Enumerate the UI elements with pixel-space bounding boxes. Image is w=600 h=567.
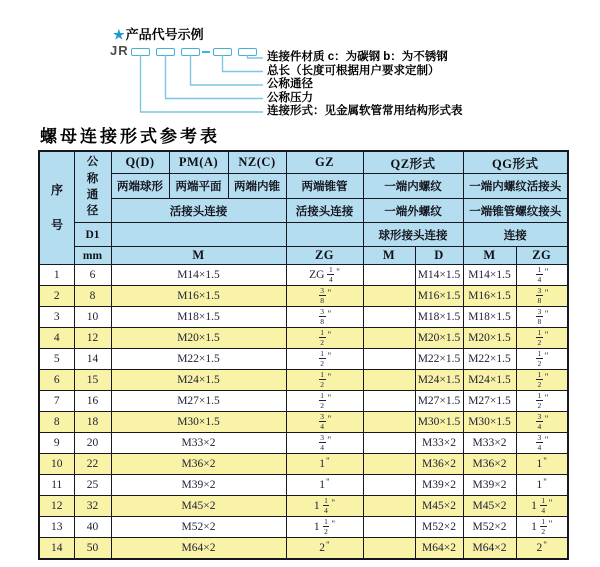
cell-qz-m xyxy=(363,538,415,560)
header-unit-mm: mm xyxy=(74,247,111,265)
header-desc-qd: 两端球形 xyxy=(111,174,169,199)
cell-qg-m: M20×1.5 xyxy=(463,328,516,349)
cell-m: M39×2 xyxy=(111,475,286,496)
cell-m: M27×1.5 xyxy=(111,391,286,412)
header-form-pma: PM(A) xyxy=(169,151,228,174)
cell-seq: 6 xyxy=(39,370,74,391)
code-box-1 xyxy=(131,48,150,56)
cell-qz-d: M24×1.5 xyxy=(415,370,463,391)
cell-seq: 5 xyxy=(39,349,74,370)
cell-dn: 6 xyxy=(74,265,111,286)
cell-gz: 1 $\frac{1}{4}$ " xyxy=(286,496,363,517)
star-icon: ★ xyxy=(113,27,125,42)
cell-gz: 1" xyxy=(286,454,363,475)
table-row xyxy=(39,412,568,433)
cell-gz: $\frac{3}{8}$ " xyxy=(286,286,363,307)
header-unit-qg-zg: ZG xyxy=(516,247,568,265)
table-row xyxy=(39,307,568,328)
header-ball-joint: 球形接头连接 xyxy=(363,223,463,247)
table-title: 螺母连接形式参考表 xyxy=(40,127,220,147)
table-body xyxy=(39,265,568,560)
cell-dn: 50 xyxy=(74,538,111,560)
cell-qg-zg: $\frac{1}{2}$ " xyxy=(516,370,568,391)
cell-qg-zg: 1 $\frac{1}{2}$ " xyxy=(516,517,568,538)
cell-qz-d: M33×2 xyxy=(415,433,463,454)
cell-gz: 1" xyxy=(286,475,363,496)
cell-qz-m xyxy=(363,454,415,475)
cell-qg-zg: $\frac{1}{4}$ " xyxy=(516,265,568,286)
cell-qg-m: M64×2 xyxy=(463,538,516,560)
header-form-gz: GZ xyxy=(286,151,363,174)
cell-qg-zg: $\frac{1}{2}$ " xyxy=(516,328,568,349)
header-unit-qg-m: M xyxy=(463,247,516,265)
cell-qg-zg: 1" xyxy=(516,475,568,496)
cell-dn: 14 xyxy=(74,349,111,370)
code-box-4 xyxy=(213,48,232,56)
cell-gz: $\frac{1}{2}$ " xyxy=(286,328,363,349)
cell-m: M20×1.5 xyxy=(111,328,286,349)
cell-qg-m: M16×1.5 xyxy=(463,286,516,307)
cell-dn: 12 xyxy=(74,328,111,349)
header-form-qd: Q(D) xyxy=(111,151,169,174)
cell-seq: 4 xyxy=(39,328,74,349)
diagram-label-length: 总长（长度可根据用户要求定制） xyxy=(267,64,440,77)
cell-qg-m: M22×1.5 xyxy=(463,349,516,370)
table-row xyxy=(39,286,568,307)
table-row xyxy=(39,328,568,349)
header-unit-qz-d: D xyxy=(415,247,463,265)
header-conn-qz: 一端外螺纹 xyxy=(363,199,463,223)
header-d1: D1 xyxy=(74,223,111,247)
cell-m: M52×2 xyxy=(111,517,286,538)
code-box-2 xyxy=(156,48,175,56)
cell-qg-m: M27×1.5 xyxy=(463,391,516,412)
header-unit-zg: ZG xyxy=(286,247,363,265)
cell-qz-d: M45×2 xyxy=(415,496,463,517)
cell-qz-d: M20×1.5 xyxy=(415,328,463,349)
header-desc-gz: 两端锥管 xyxy=(286,174,363,199)
header-form-qz: QZ形式 xyxy=(363,151,463,174)
header-desc-pma: 两端平面 xyxy=(169,174,228,199)
cell-seq: 13 xyxy=(39,517,74,538)
cell-gz: $\frac{3}{4}$ " xyxy=(286,433,363,454)
cell-qz-m xyxy=(363,517,415,538)
cell-qz-d: M16×1.5 xyxy=(415,286,463,307)
cell-qg-zg: 1" xyxy=(516,454,568,475)
cell-dn: 10 xyxy=(74,307,111,328)
cell-gz: 2" xyxy=(286,538,363,560)
cell-m: M64×2 xyxy=(111,538,286,560)
cell-qg-zg: $\frac{3}{4}$ " xyxy=(516,412,568,433)
cell-gz: $\frac{3}{8}$ " xyxy=(286,307,363,328)
product-code-prefix: JR xyxy=(110,43,129,58)
diagram-label-connection: 连接形式：见金属软管常用结构形式表 xyxy=(267,105,463,117)
diagram-labels xyxy=(267,51,463,119)
cell-dn: 32 xyxy=(74,496,111,517)
table-row xyxy=(39,454,568,475)
cell-qz-d: M22×1.5 xyxy=(415,349,463,370)
cell-qz-d: M27×1.5 xyxy=(415,391,463,412)
cell-qz-m xyxy=(363,286,415,307)
cell-gz: 1 $\frac{1}{2}$ " xyxy=(286,517,363,538)
header-form-nzc: NZ(C) xyxy=(228,151,286,174)
cell-seq: 10 xyxy=(39,454,74,475)
cell-m: M24×1.5 xyxy=(111,370,286,391)
cell-dn: 16 xyxy=(74,391,111,412)
cell-qg-m: M24×1.5 xyxy=(463,370,516,391)
cell-m: M30×1.5 xyxy=(111,412,286,433)
cell-qg-zg: $\frac{3}{8}$ " xyxy=(516,286,568,307)
header-connect: 连接 xyxy=(463,223,568,247)
cell-seq: 2 xyxy=(39,286,74,307)
cell-seq: 7 xyxy=(39,391,74,412)
cell-seq: 14 xyxy=(39,538,74,560)
table-row xyxy=(39,538,568,560)
cell-qg-m: M45×2 xyxy=(463,496,516,517)
cell-m: M14×1.5 xyxy=(111,265,286,286)
diagram-label-diameter: 公称通径 xyxy=(267,78,313,90)
table-row xyxy=(39,349,568,370)
cell-qg-m: M18×1.5 xyxy=(463,307,516,328)
cell-seq: 11 xyxy=(39,475,74,496)
code-box-5 xyxy=(238,48,257,56)
header-form-qg: QG形式 xyxy=(463,151,568,174)
cell-qz-d: M30×1.5 xyxy=(415,412,463,433)
cell-qz-m xyxy=(363,412,415,433)
table-row xyxy=(39,517,568,538)
header-desc-qz: 一端内螺纹 xyxy=(363,174,463,199)
cell-dn: 18 xyxy=(74,412,111,433)
cell-seq: 3 xyxy=(39,307,74,328)
cell-seq: 12 xyxy=(39,496,74,517)
cell-seq: 1 xyxy=(39,265,74,286)
cell-qg-m: M30×1.5 xyxy=(463,412,516,433)
header-desc-nzc: 两端内锥 xyxy=(228,174,286,199)
cell-qz-m xyxy=(363,349,415,370)
cell-seq: 9 xyxy=(39,433,74,454)
cell-dn: 15 xyxy=(74,370,111,391)
cell-qz-d: M64×2 xyxy=(415,538,463,560)
cell-dn: 8 xyxy=(74,286,111,307)
code-box-3 xyxy=(181,48,200,56)
diagram-label-material: 连接件材质 c：为碳钢 b：为不锈钢 xyxy=(267,51,448,63)
cell-qz-d: M36×2 xyxy=(415,454,463,475)
cell-qz-m xyxy=(363,475,415,496)
header-dn: 公称通径 xyxy=(74,151,111,223)
cell-qz-m xyxy=(363,370,415,391)
header-blank-left xyxy=(111,223,286,247)
cell-qz-m xyxy=(363,496,415,517)
cell-qg-zg: $\frac{1}{2}$ " xyxy=(516,349,568,370)
cell-dn: 20 xyxy=(74,433,111,454)
header-blank-gz xyxy=(286,223,363,247)
cell-qz-d: M39×2 xyxy=(415,475,463,496)
table-row xyxy=(39,475,568,496)
cell-qg-zg: 1 $\frac{1}{4}$ " xyxy=(516,496,568,517)
header-conn-qg: 一端锥管螺纹接头 xyxy=(463,199,568,223)
cell-qz-m xyxy=(363,307,415,328)
code-dash xyxy=(202,51,210,53)
cell-qg-m: M39×2 xyxy=(463,475,516,496)
nut-connection-table xyxy=(38,150,569,560)
cell-dn: 25 xyxy=(74,475,111,496)
cell-qg-zg: $\frac{3}{4}$ " xyxy=(516,433,568,454)
cell-m: M18×1.5 xyxy=(111,307,286,328)
cell-gz: $\frac{1}{2}$ " xyxy=(286,370,363,391)
cell-qg-zg: $\frac{1}{2}$ " xyxy=(516,391,568,412)
cell-m: M33×2 xyxy=(111,433,286,454)
cell-gz: $\frac{1}{2}$ " xyxy=(286,391,363,412)
table-row xyxy=(39,265,568,286)
header-conn-union: 活接头连接 xyxy=(111,199,286,223)
cell-qg-m: M14×1.5 xyxy=(463,265,516,286)
cell-gz: ZG $\frac{1}{4}$ " xyxy=(286,265,363,286)
cell-qz-d: M14×1.5 xyxy=(415,265,463,286)
cell-qz-m xyxy=(363,328,415,349)
cell-gz: $\frac{3}{4}$ " xyxy=(286,412,363,433)
cell-qg-zg: $\frac{3}{8}$ " xyxy=(516,307,568,328)
product-code-example-text: 产品代号示例 xyxy=(125,27,204,42)
diagram-label-pressure: 公称压力 xyxy=(267,91,313,104)
table-row xyxy=(39,391,568,412)
cell-qg-zg: 2" xyxy=(516,538,568,560)
header-unit-qz-m: M xyxy=(363,247,415,265)
cell-seq: 8 xyxy=(39,412,74,433)
header-seq: 序号 xyxy=(39,151,74,265)
table-row xyxy=(39,496,568,517)
cell-m: M22×1.5 xyxy=(111,349,286,370)
table-row xyxy=(39,433,568,454)
cell-qz-d: M18×1.5 xyxy=(415,307,463,328)
cell-qg-m: M33×2 xyxy=(463,433,516,454)
cell-m: M45×2 xyxy=(111,496,286,517)
table-row xyxy=(39,370,568,391)
cell-m: M16×1.5 xyxy=(111,286,286,307)
cell-qg-m: M52×2 xyxy=(463,517,516,538)
product-code-example-title xyxy=(113,24,204,43)
cell-qg-m: M36×2 xyxy=(463,454,516,475)
cell-qz-m xyxy=(363,433,415,454)
header-unit-m: M xyxy=(111,247,286,265)
cell-dn: 40 xyxy=(74,517,111,538)
header-desc-qg: 一端内螺纹活接头 xyxy=(463,174,568,199)
cell-qz-m xyxy=(363,265,415,286)
header-conn-gz: 活接头连接 xyxy=(286,199,363,223)
cell-gz: $\frac{1}{2}$ " xyxy=(286,349,363,370)
cell-qz-m xyxy=(363,391,415,412)
cell-m: M36×2 xyxy=(111,454,286,475)
cell-qz-d: M52×2 xyxy=(415,517,463,538)
cell-dn: 22 xyxy=(74,454,111,475)
